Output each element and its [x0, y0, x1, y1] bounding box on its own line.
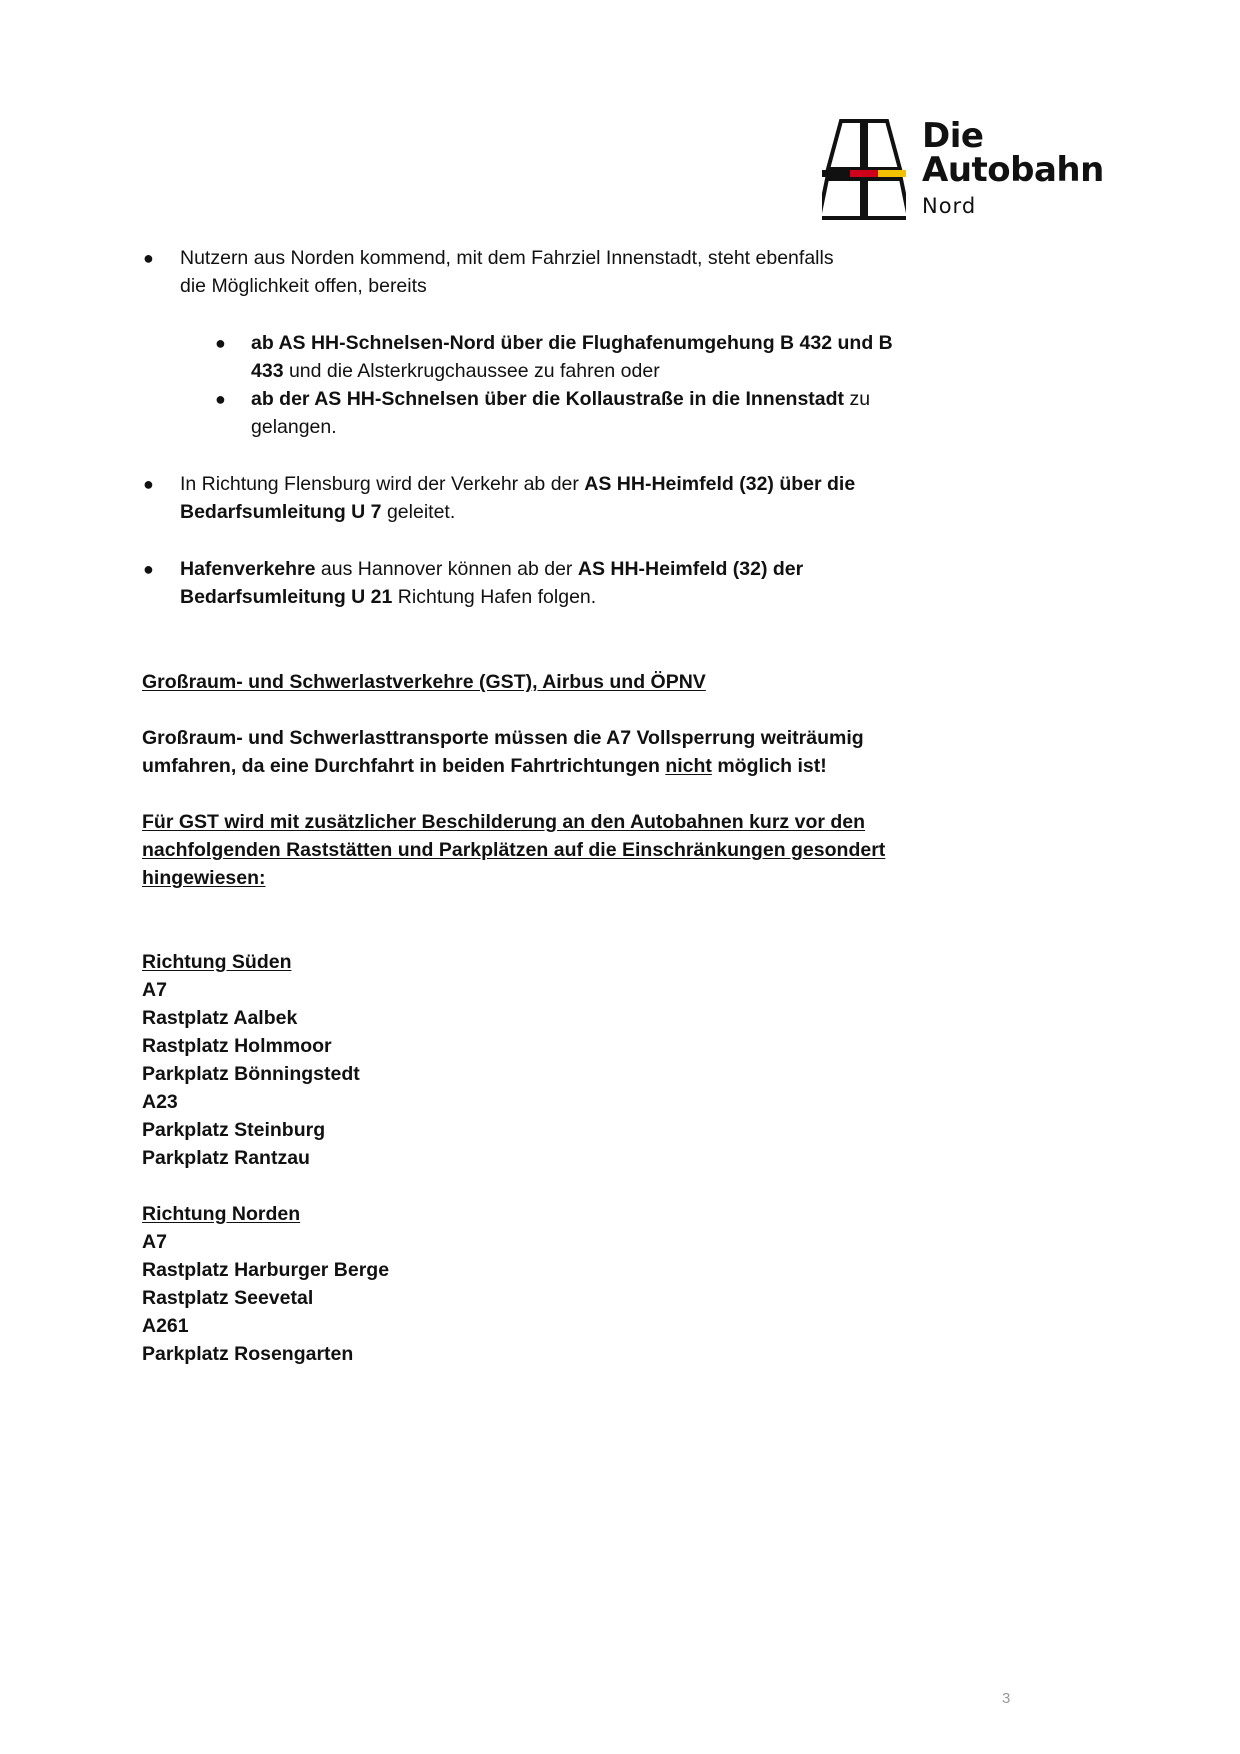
south-item-text: Parkplatz Steinburg: [142, 1119, 326, 1141]
para2-line2-text: nachfolgenden Raststätten und Parkplätzen auf die Einschränkungen gesondert: [142, 839, 886, 861]
logo-text-die: Die: [922, 116, 984, 156]
bullet-icon: ●: [215, 389, 226, 409]
north-item-text: A7: [142, 1231, 167, 1253]
north-item-text: A261: [142, 1315, 189, 1337]
para1-line2: [142, 752, 827, 780]
para1-line1: [142, 724, 864, 752]
north-item-text: Parkplatz Rosengarten: [142, 1343, 354, 1365]
north-item: [142, 1340, 353, 1368]
bullet-icon: ●: [143, 474, 154, 494]
north-item-text: Rastplatz Seevetal: [142, 1287, 314, 1309]
para1-line2a: umfahren, da eine Durchfahrt in beiden Fahrtrichtungen: [142, 755, 666, 777]
south-heading: [142, 948, 292, 976]
north-item-text: Rastplatz Harburger Berge: [142, 1259, 390, 1281]
bullet2-line2-bold: Bedarfsumleitung U 7: [180, 501, 382, 523]
bullet2-line1-bold: AS HH-Heimfeld (32) über die: [584, 473, 856, 495]
south-heading-text: Richtung Süden: [142, 951, 292, 973]
section-heading: [142, 668, 706, 696]
south-item-text: Rastplatz Aalbek: [142, 1007, 298, 1029]
south-item-text: Parkplatz Bönningstedt: [142, 1063, 360, 1085]
south-item: [142, 1060, 360, 1088]
page-number: 3: [1002, 1690, 1011, 1707]
para2-line3: [142, 864, 266, 892]
south-item: [142, 1088, 178, 1116]
bullet3-line1-plain: aus Hannover können ab der: [315, 558, 578, 580]
south-item-text: Parkplatz Rantzau: [142, 1147, 310, 1169]
north-item: [142, 1228, 167, 1256]
north-item: [142, 1312, 189, 1340]
subbullet2-line1: [251, 385, 870, 413]
north-item: [142, 1284, 313, 1312]
south-item-text: A23: [142, 1091, 178, 1113]
south-item-text: A7: [142, 979, 167, 1001]
bullet3-line1-bold2: AS HH-Heimfeld (32) der: [577, 558, 804, 580]
subbullet1-line1-bold: ab AS HH-Schnelsen-Nord über die Flughafenumgehung B 432 und B: [251, 332, 893, 354]
subbullet2-line1-bold: ab der AS HH-Schnelsen über die Kollaustraße in die Innenstadt: [251, 388, 845, 410]
subbullet2-line1-rest: zu: [844, 388, 871, 410]
logo-text-autobahn: Autobahn: [922, 150, 1104, 190]
south-item: [142, 1116, 325, 1144]
para2-line1-text: Für GST wird mit zusätzlicher Beschilderung an den Autobahnen kurz vor den: [142, 811, 866, 833]
north-heading-text: Richtung Norden: [142, 1203, 301, 1225]
subbullet1-line2-bold: 433: [251, 360, 284, 382]
bullet3-line2-rest: Richtung Hafen folgen.: [392, 586, 597, 608]
south-item-text: Rastplatz Holmmoor: [142, 1035, 332, 1057]
bullet-icon: ●: [143, 559, 154, 579]
para2-line1: [142, 808, 865, 836]
bullet3-line1: [180, 555, 803, 583]
south-item: [142, 1032, 332, 1060]
subbullet1-line2: [251, 357, 660, 385]
south-item: [142, 1004, 297, 1032]
bullet2-line1-plain: In Richtung Flensburg wird der Verkehr ab der: [180, 473, 585, 495]
bullet2-line2-rest: geleitet.: [381, 501, 456, 523]
autobahn-logo: [822, 116, 1104, 222]
para1-underlined-word: nicht: [665, 755, 712, 777]
bullet1-line2: die Möglichkeit offen, bereits: [180, 275, 427, 297]
autobahn-road-icon: [822, 118, 906, 222]
bullet3-line2-bold: Bedarfsumleitung U 21: [180, 586, 393, 608]
section-heading-text: Großraum- und Schwerlastverkehre (GST), Airbus und ÖPNV: [142, 671, 706, 693]
logo-text-nord: Nord: [922, 194, 977, 218]
bullet2-line1: [180, 470, 855, 498]
north-item: [142, 1256, 389, 1284]
bullet3-line1-bold: Hafenverkehre: [180, 558, 316, 580]
north-heading: [142, 1200, 300, 1228]
para1-line1-text: Großraum- und Schwerlasttransporte müssen die A7 Vollsperrung weiträumig: [142, 727, 864, 749]
para2-line3-text: hingewiesen:: [142, 867, 266, 889]
subbullet1-line2-rest: und die Alsterkrugchaussee zu fahren oder: [283, 360, 660, 382]
bullet-icon: ●: [143, 248, 154, 268]
subbullet2-line2: gelangen.: [251, 416, 337, 438]
bullet1-line1: Nutzern aus Norden kommend, mit dem Fahrziel Innenstadt, steht ebenfalls: [180, 247, 834, 269]
bullet-icon: ●: [215, 333, 226, 353]
bullet3-line2: [180, 583, 596, 611]
bullet2-line2: [180, 498, 455, 526]
south-item: [142, 1144, 310, 1172]
south-item: [142, 976, 167, 1004]
para1-line2b: möglich ist!: [711, 755, 827, 777]
subbullet1-line1: [251, 329, 893, 357]
para2-line2: [142, 836, 885, 864]
